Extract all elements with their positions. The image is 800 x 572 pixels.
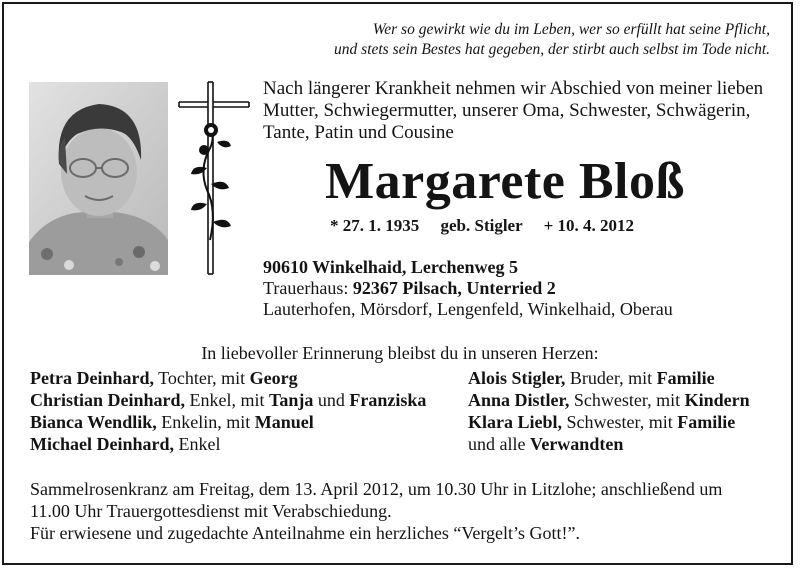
mourner-row: und alle Verwandten [468, 434, 624, 454]
mourner-row: Anna Distler, Schwester, mit Kindern [468, 390, 750, 410]
footer-line: Sammelrosenkranz am Freitag, dem 13. April 2012, um 10.30 Uhr in Litzlohe; anschließend um [30, 479, 723, 499]
intro-line: Nach längerer Krankheit nehmen wir Abschied von meiner lieben [263, 78, 764, 99]
intro-line: Mutter, Schwiegermutter, unserer Oma, Schwester, Schwägerin, [263, 100, 751, 121]
intro-text [263, 78, 783, 144]
footer-line: Für erwiesene und zugedachte Anteilnahme ein herzliches “Vergelt’s Gott!”. [30, 523, 580, 543]
intro-line: Tante, Patin und Cousine [263, 122, 454, 143]
mourning-house: Trauerhaus: 92367 Pilsach, Unterried 2 [263, 278, 556, 298]
footer-line: 11.00 Uhr Trauergottesdienst mit Verabschiedung. [30, 501, 392, 521]
death-date: + 10. 4. 2012 [543, 216, 635, 235]
mourner-row: Petra Deinhard, Tochter, mit Georg [30, 368, 298, 388]
service-info [30, 478, 775, 544]
verse-line: und stets sein Bestes hat gegeben, der stirbt auch selbst im Tode nicht. [334, 41, 770, 58]
mourner-row: Bianca Wendlik, Enkelin, mit Manuel [30, 412, 314, 432]
maiden-name: geb. Stigler [440, 216, 523, 235]
life-dates [330, 215, 750, 237]
verse-line: Wer so gewirkt wie du im Leben, wer so erfüllt hat seine Pflicht, [372, 21, 770, 38]
places-list: Lauterhofen, Mörsdorf, Lengenfeld, Winkelhaid, Oberau [263, 299, 673, 319]
cross-with-rose-icon [177, 80, 253, 276]
mourner-row: Klara Liebl, Schwester, mit Familie [468, 412, 736, 432]
home-address: 90610 Winkelhaid, Lerchenweg 5 [263, 257, 519, 277]
mourner-row: Michael Deinhard, Enkel [30, 434, 221, 454]
address-block [263, 257, 783, 320]
memorial-verse [250, 20, 770, 60]
birth-date: * 27. 1. 1935 [330, 216, 420, 235]
mourners-left [30, 367, 460, 455]
deceased-name: Margarete Bloß [325, 153, 685, 210]
memory-line: In liebevoller Erinnerung bleibst du in unseren Herzen: [201, 343, 599, 363]
portrait-photo [29, 82, 168, 275]
portrait-image [29, 82, 168, 275]
mourner-row: Alois Stigler, Bruder, mit Familie [468, 368, 715, 388]
mourners-right [468, 367, 788, 455]
mourner-row: Christian Deinhard, Enkel, mit Tanja und Franziska [30, 390, 427, 410]
